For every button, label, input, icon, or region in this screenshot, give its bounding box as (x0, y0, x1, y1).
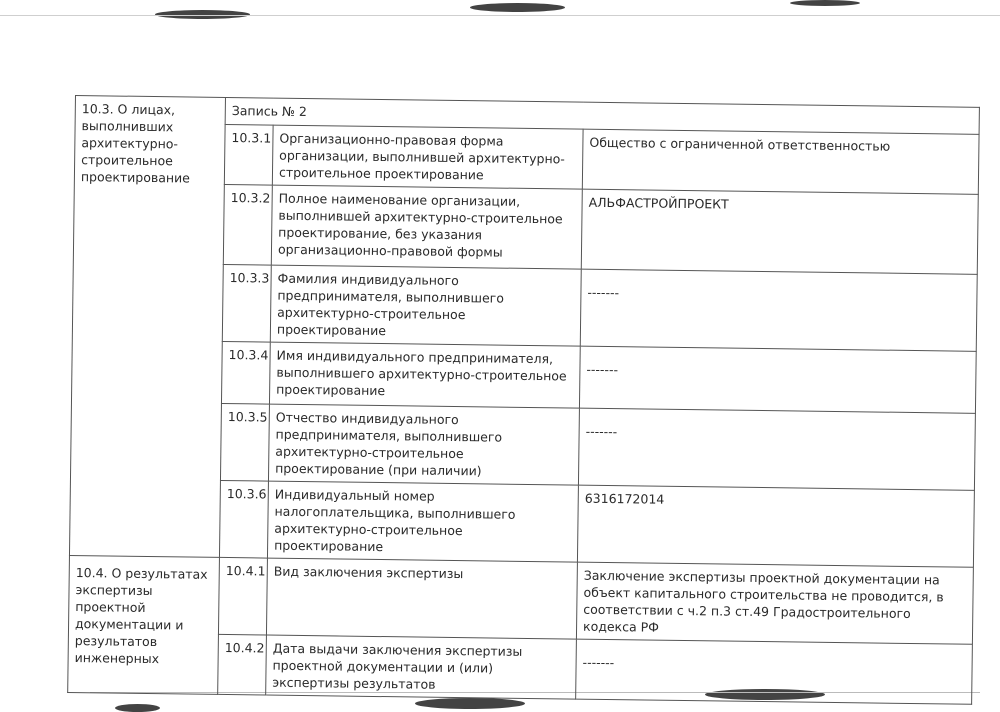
row-number: 10.4.2 (218, 634, 267, 695)
row-value: АЛЬФАСТРОЙПРОЕКТ (581, 189, 978, 274)
row-value (576, 639, 973, 704)
row-number: 10.3.5 (220, 403, 269, 481)
row-value: Заключение экспертизы проектной документации на объект капитального строительства не проводится, в соответствии с ч.2 п.3 ст.49 Градостроительного кодекса РФ (576, 562, 973, 644)
row-value (580, 269, 977, 351)
empty-value-dash: ------- (586, 361, 619, 378)
scan-edge-top (0, 15, 1000, 16)
data-table (67, 95, 980, 705)
document-table-wrapper (67, 95, 980, 705)
row-label: Отчество индивидуального предпринимателя, выполнившего архитектурно-строительное проектирование (при наличии) (268, 404, 579, 485)
scan-smudge-bottom-center (415, 698, 525, 709)
scan-smudge-bottom-left (115, 704, 160, 712)
row-label: Фамилия индивидуального предпринимателя, выполнившего архитектурно-строительное проектирование (270, 265, 581, 346)
row-value: 6316172014 (577, 485, 974, 567)
table-row (68, 555, 973, 644)
empty-value-dash: ------- (582, 654, 615, 671)
row-number: 10.3.6 (219, 480, 268, 558)
row-number: 10.3.4 (221, 341, 270, 404)
row-label: Дата выдачи заключения экспертизы проектной документации и (или) экспертизы результатов (266, 635, 577, 699)
row-label: Полное наименование организации, выполнившей архитектурно-строительное проектирование, без указания организационно-правовой формы (271, 185, 582, 269)
row-number: 10.4.1 (218, 557, 267, 635)
row-value (578, 408, 975, 490)
row-number: 10.3.3 (222, 264, 271, 342)
section-10-4-title: 10.4. О результатах экспертизы проектной документации и результатов инженерных (68, 555, 220, 694)
empty-value-dash: ------- (585, 423, 618, 440)
row-value: Общество с ограниченной ответственностью (582, 129, 979, 194)
row-label: Имя индивидуального предпринимателя, выполнившего архитектурно-строительное проектирование (269, 342, 580, 408)
row-value (579, 346, 976, 413)
row-number: 10.3.2 (223, 184, 272, 265)
scan-smudge-top-center (470, 3, 565, 12)
row-label: Вид заключения экспертизы (266, 558, 577, 639)
scan-smudge-top-right (790, 0, 860, 6)
section-10-3-title: 10.3. О лицах, выполнивших архитектурно-строительное проектирование (69, 96, 225, 558)
row-label: Организационно-правовая форма организации, выполнившей архитектурно-строительное проектирование (272, 125, 583, 189)
empty-value-dash: ------- (587, 284, 620, 301)
row-label: Индивидуальный номер налогоплательщика, выполнившего архитектурно-строительное проектирование (267, 481, 578, 562)
record-label: Запись № 2 (225, 97, 979, 134)
row-number: 10.3.1 (224, 124, 273, 185)
